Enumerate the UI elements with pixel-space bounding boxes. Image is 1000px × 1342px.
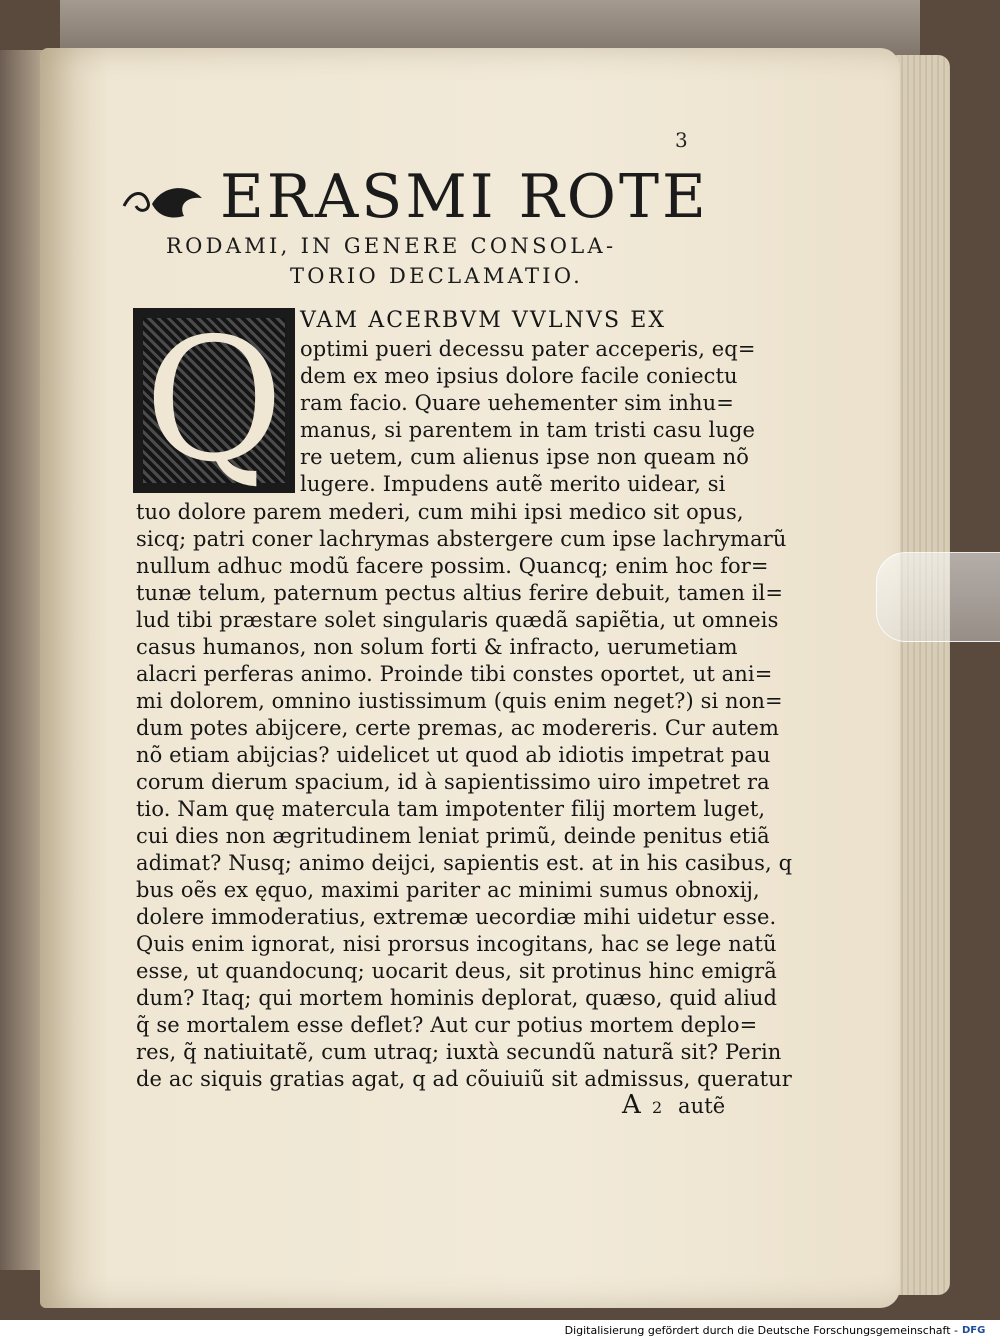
- text-line: nullum adhuc modũ facere possim. Quancq; enim hoc for=: [136, 554, 769, 578]
- text-line: res, q̃ natiuitatẽ, cum utraq; iuxtà secundũ naturã sit? Perin: [136, 1040, 782, 1064]
- text-line: optimi pueri decessu pater acceperis, eq=: [300, 337, 756, 361]
- catchword: autẽ: [678, 1094, 726, 1118]
- signature-number: 2: [652, 1098, 663, 1117]
- title-line-1: ERASMI ROTE: [220, 162, 709, 232]
- text-line: tuo dolore parem mederi, cum mihi ipsi medico sit opus,: [136, 500, 744, 524]
- title-line-2: RODAMI, IN GENERE CONSOLA-: [166, 234, 617, 258]
- text-line: ram facio. Quare uehementer sim inhu=: [300, 391, 734, 415]
- text-line: q̃ se mortalem esse deflet? Aut cur potius mortem deplo=: [136, 1013, 758, 1037]
- text-line: VAM ACERBVM VVLNVS EX: [300, 308, 667, 333]
- text-line: dum potes abijcere, certe premas, ac modereris. Cur autem: [136, 716, 779, 740]
- digitization-footer: [0, 1320, 1000, 1342]
- text-line: tunæ telum, paternum pectus altius ferire debuit, tamen il=: [136, 581, 784, 605]
- text-line: Quis enim ignorat, nisi prorsus incogitans, hac se lege natũ: [136, 932, 777, 956]
- text-line: de ac siquis gratias agat, q ad cõuiuiũ sit admissus, queratur: [136, 1067, 792, 1091]
- text-line: mi dolorem, omnino iustissimum (quis enim neget?) si non=: [136, 689, 783, 713]
- footer-credit: Digitalisierung gefördert durch die Deutsche Forschungsgemeinschaft -: [564, 1324, 958, 1337]
- text-line: casus humanos, non solum forti & infracto, uerumetiam: [136, 635, 738, 659]
- text-line: nõ etiam abijcias? uidelicet ut quod ab idiotis impetrat pau: [136, 743, 771, 767]
- text-line: lugere. Impudens autẽ merito uidear, si: [300, 472, 726, 496]
- title-line-3: TORIO DECLAMATIO.: [290, 264, 584, 288]
- text-line: sicq; patri coner lachrymas abstergere cum ipse lachrymarũ: [136, 527, 787, 551]
- text-line: adimat? Nusq; animo deijci, sapientis est. at in his casibus, q: [136, 851, 793, 875]
- text-line: manus, si parentem in tam tristi casu luge: [300, 418, 756, 442]
- text-line: tio. Nam quę matercula tam impotenter filij mortem luget,: [136, 797, 766, 821]
- text-line: re uetem, cum alienus ipse non queam nõ: [300, 445, 749, 469]
- glass-clip: [876, 552, 1000, 642]
- text-line: cui dies non ægritudinem leniat primũ, deinde penitus etiã: [136, 824, 770, 848]
- text-line: dum? Itaq; qui mortem hominis deplorat, quæso, quid aliud: [136, 986, 778, 1010]
- signature-mark: A: [622, 1090, 641, 1120]
- initial-letter: Q: [144, 301, 284, 500]
- fleuron-ornament-icon: [118, 176, 210, 224]
- dfg-logo-icon: DFG: [962, 1325, 986, 1336]
- decorated-initial: [133, 301, 295, 500]
- text-line: dolere immoderatius, extremæ uecordiæ mihi uidetur esse.: [136, 905, 777, 929]
- text-line: dem ex meo ipsius dolore facile coniectu: [300, 364, 738, 388]
- text-line: alacri perferas animo. Proinde tibi constes oportet, ut ani=: [136, 662, 773, 686]
- text-line: bus oẽs ex ęquo, maximi pariter ac minimi sumus obnoxij,: [136, 878, 760, 902]
- text-line: corum dierum spacium, id à sapientissimo uiro impetret ra: [136, 770, 770, 794]
- text-line: esse, ut quandocunq; uocarit deus, sit protinus hinc emigrã: [136, 959, 777, 983]
- page-number: 3: [675, 128, 688, 152]
- text-line: lud tibi præstare solet singularis quædã sapiẽtia, ut omneis: [136, 608, 779, 632]
